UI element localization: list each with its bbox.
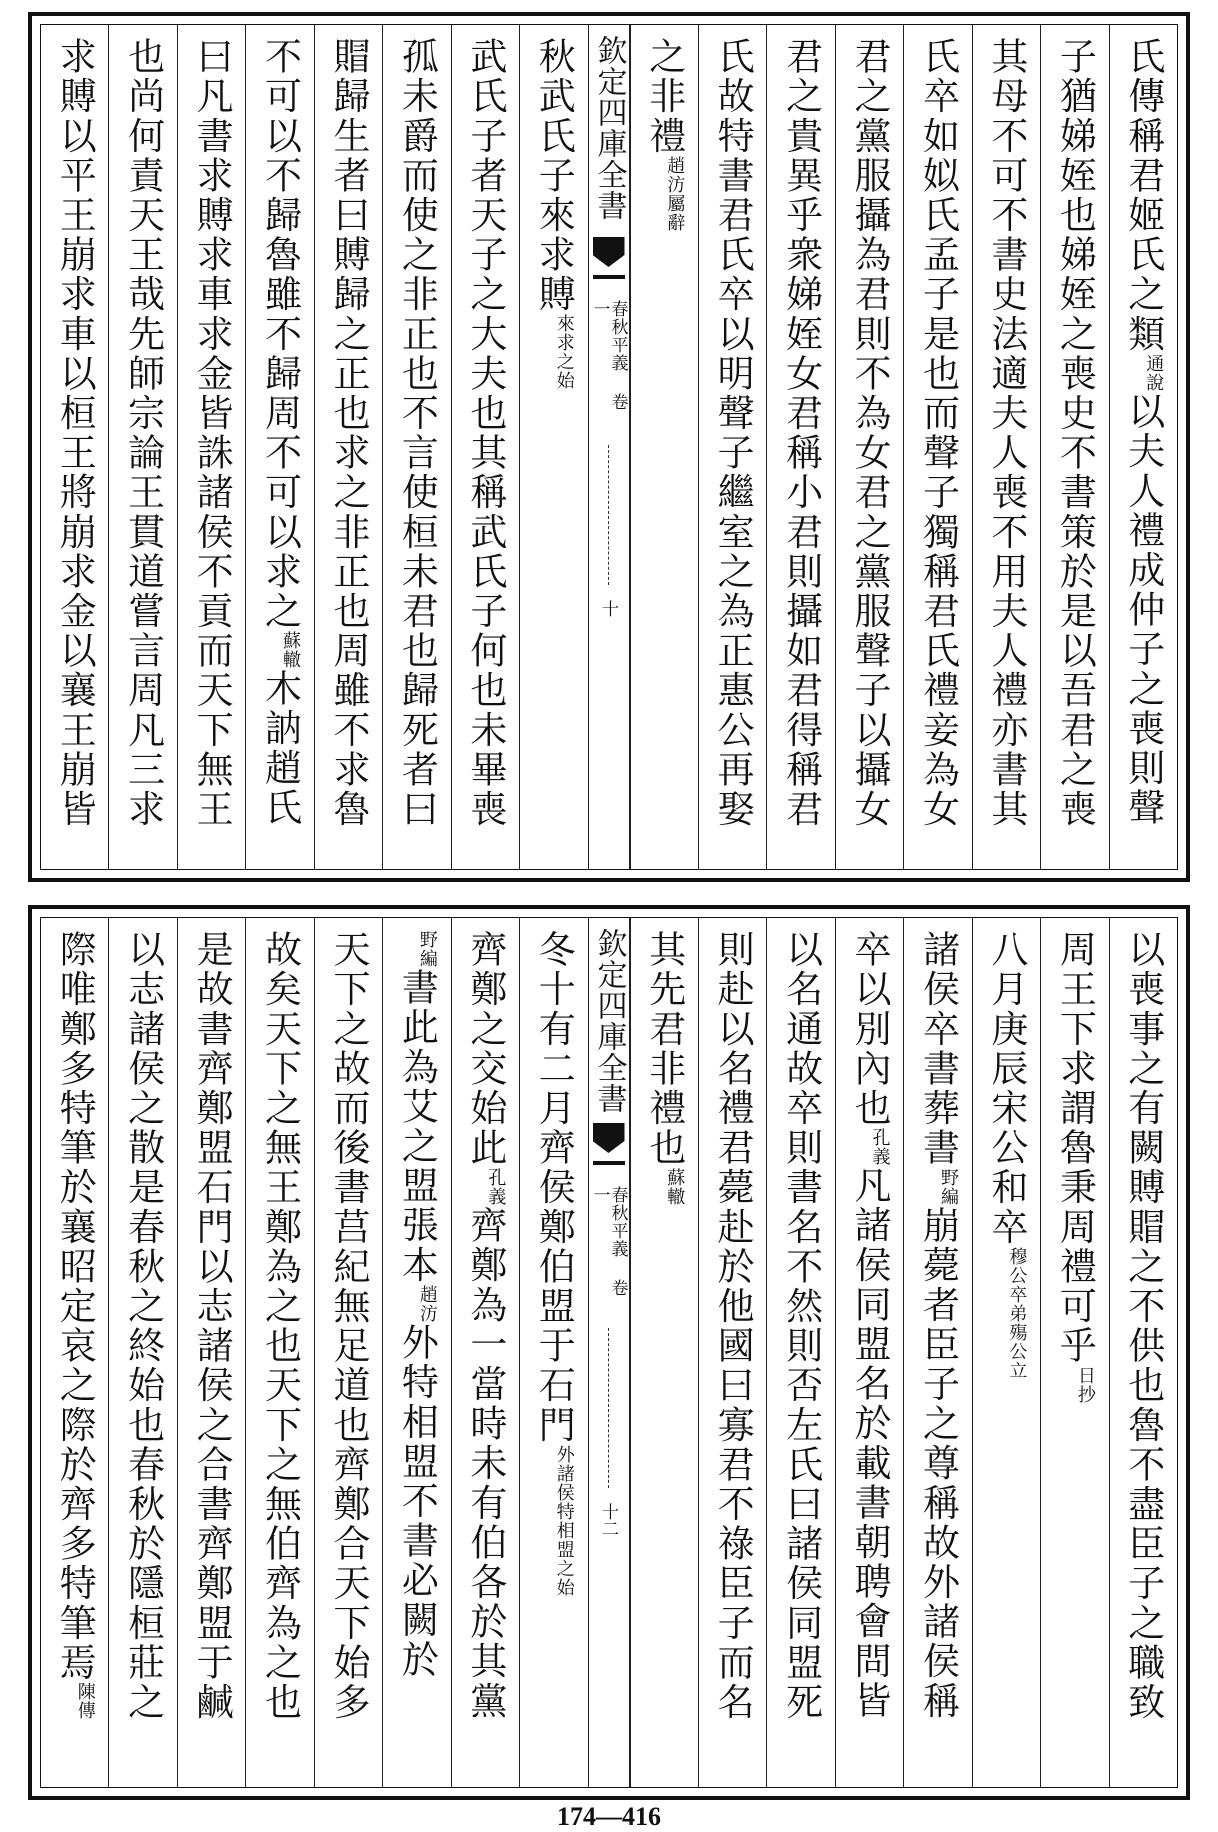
text-column: 諸侯卒書葬書 野編 崩薨者臣子之尊稱故外諸侯稱 [903,918,971,1787]
text-column: 求賻以平王崩求車以桓王將崩求金以襄王崩皆 [53,37,97,829]
commentary-note: 通說 [1143,353,1165,392]
fishtail-rule-icon [593,275,625,279]
text-column: 曰凡書求賻求車求金皆誅諸侯不貢而天下無王 [177,25,245,869]
text-column: 賵歸生者曰賻歸之正也求之非正也周雖不求魯 [314,25,382,869]
text-column: 天下之故而後書莒紀無足道也齊鄭合天下始多 [314,918,382,1787]
lower-page-text-frame [40,917,1178,1788]
upper-page-text-frame [40,24,1178,870]
commentary-note: 孔義 [485,1167,507,1206]
commentary-note: 穆公卒弟殤公立 [1006,1246,1028,1380]
text-column: 野編 書此為艾之盟張本 趙汸 外特相盟不書必闕於 [382,918,450,1787]
center-fold-column [588,25,630,869]
text-column: 氏卒如姒氏孟子是也而聲子獨稱君氏禮妾為女 [903,25,971,869]
commentary-note: 來求之始 [553,314,575,391]
commentary-note: 趙汸 [416,1284,438,1323]
folio-number: 十 [598,600,618,617]
fishtail-rule-icon [593,1161,625,1165]
text-column: 子猶娣姪也娣姪之喪史不書策於是以吾君之喪 [1040,25,1108,869]
commentary-note: 陳傳 [74,1682,96,1721]
commentary-note: 趙汸屬辭 [664,155,686,232]
text-column: 武氏子者天子之大夫也其稱武氏子何也未畢喪 [451,25,519,869]
center-rule [608,1328,609,1488]
library-title: 欽定四庫全書 [591,928,627,1114]
text-column: 也尚何責天王哉先師宗論王貫道嘗言周凡三求 [108,25,176,869]
fishtail-mark-icon [593,1123,625,1153]
text-column: 以名通故卒則書名不然則否左氏曰諸侯同盟死 [766,918,834,1787]
text-column: 則赴以名禮君薨赴於他國曰寡君不祿臣子而名 [698,918,766,1787]
text-column: 氏傳稱君姬氏之類 通說 以夫人禮成仲子之喪則聲 [1109,25,1177,869]
lower-page [28,905,1190,1800]
text-column: 故矣天下之無王鄭為之也天下之無伯齊為之也 [245,918,313,1787]
text-column: 君之黨服攝為君則不為女君之黨服聲子以攝女 [835,25,903,869]
book-volume-label: 春秋平義 卷一 [589,300,628,411]
text-column: 君之貴異乎衆娣姪女君稱小君則攝如君得稱君 [766,25,834,869]
text-column: 秋武氏子來求賻 來求之始 [519,25,587,869]
fishtail-mark-icon [593,237,625,267]
commentary-note: 孔義 [869,1128,891,1166]
folio-number: 十二 [598,1503,618,1537]
commentary-note: 野編 [937,1167,959,1206]
text-column: 際唯鄭多特筆於襄昭定哀之際於齊多特筆焉 陳傳 [53,930,97,1721]
commentary-note: 日抄 [1074,1365,1096,1404]
commentary-note: 野編 [416,930,438,968]
text-column: 不可以不歸魯雖不歸周不可以求之 蘇轍 木訥趙氏 [245,25,313,869]
library-title: 欽定四庫全書 [591,35,627,221]
text-column: 氏故特書君氏卒以明聲子繼室之為正惠公再娶 [698,25,766,869]
text-column: 以喪事之有闕賻賵之不供也魯不盡臣子之職致 [1109,918,1177,1787]
text-column: 以志諸侯之散是春秋之終始也春秋於隱桓莊之 [108,918,176,1787]
text-column: 卒以別內也 孔義 凡諸侯同盟名於載書朝聘會問皆 [835,918,903,1787]
book-volume-label: 春秋平義 卷一 [589,1186,628,1297]
commentary-note: 外諸侯特相盟之始 [553,1444,575,1597]
commentary-note: 蘇轍 [664,1167,686,1206]
text-column: 齊鄭之交始此 孔義 齊鄭為一當時未有伯各於其黨 [451,918,519,1787]
text-column: 冬十有二月齊侯鄭伯盟于石門 外諸侯特相盟之始 [519,918,587,1787]
text-column: 八月庚辰宋公和卒 穆公卒弟殤公立 [972,918,1040,1787]
upper-page [28,12,1190,882]
center-rule [608,445,609,585]
page-footer-number: 174—416 [557,1802,661,1831]
commentary-note: 蘇轍 [280,631,302,669]
text-column: 其先君非禮也 蘇轍 [630,918,698,1787]
center-fold-column [588,918,630,1787]
text-column: 是故書齊鄭盟石門以志諸侯之合書齊鄭盟于鹹 [177,918,245,1787]
text-column: 其母不可不書史法適夫人喪不用夫人禮亦書其 [972,25,1040,869]
text-column: 之非禮 趙汸屬辭 [630,25,698,869]
text-column: 孤未爵而使之非正也不言使桓未君也歸死者曰 [382,25,450,869]
text-column: 周王下求謂魯秉周禮可乎 日抄 [1040,918,1108,1787]
